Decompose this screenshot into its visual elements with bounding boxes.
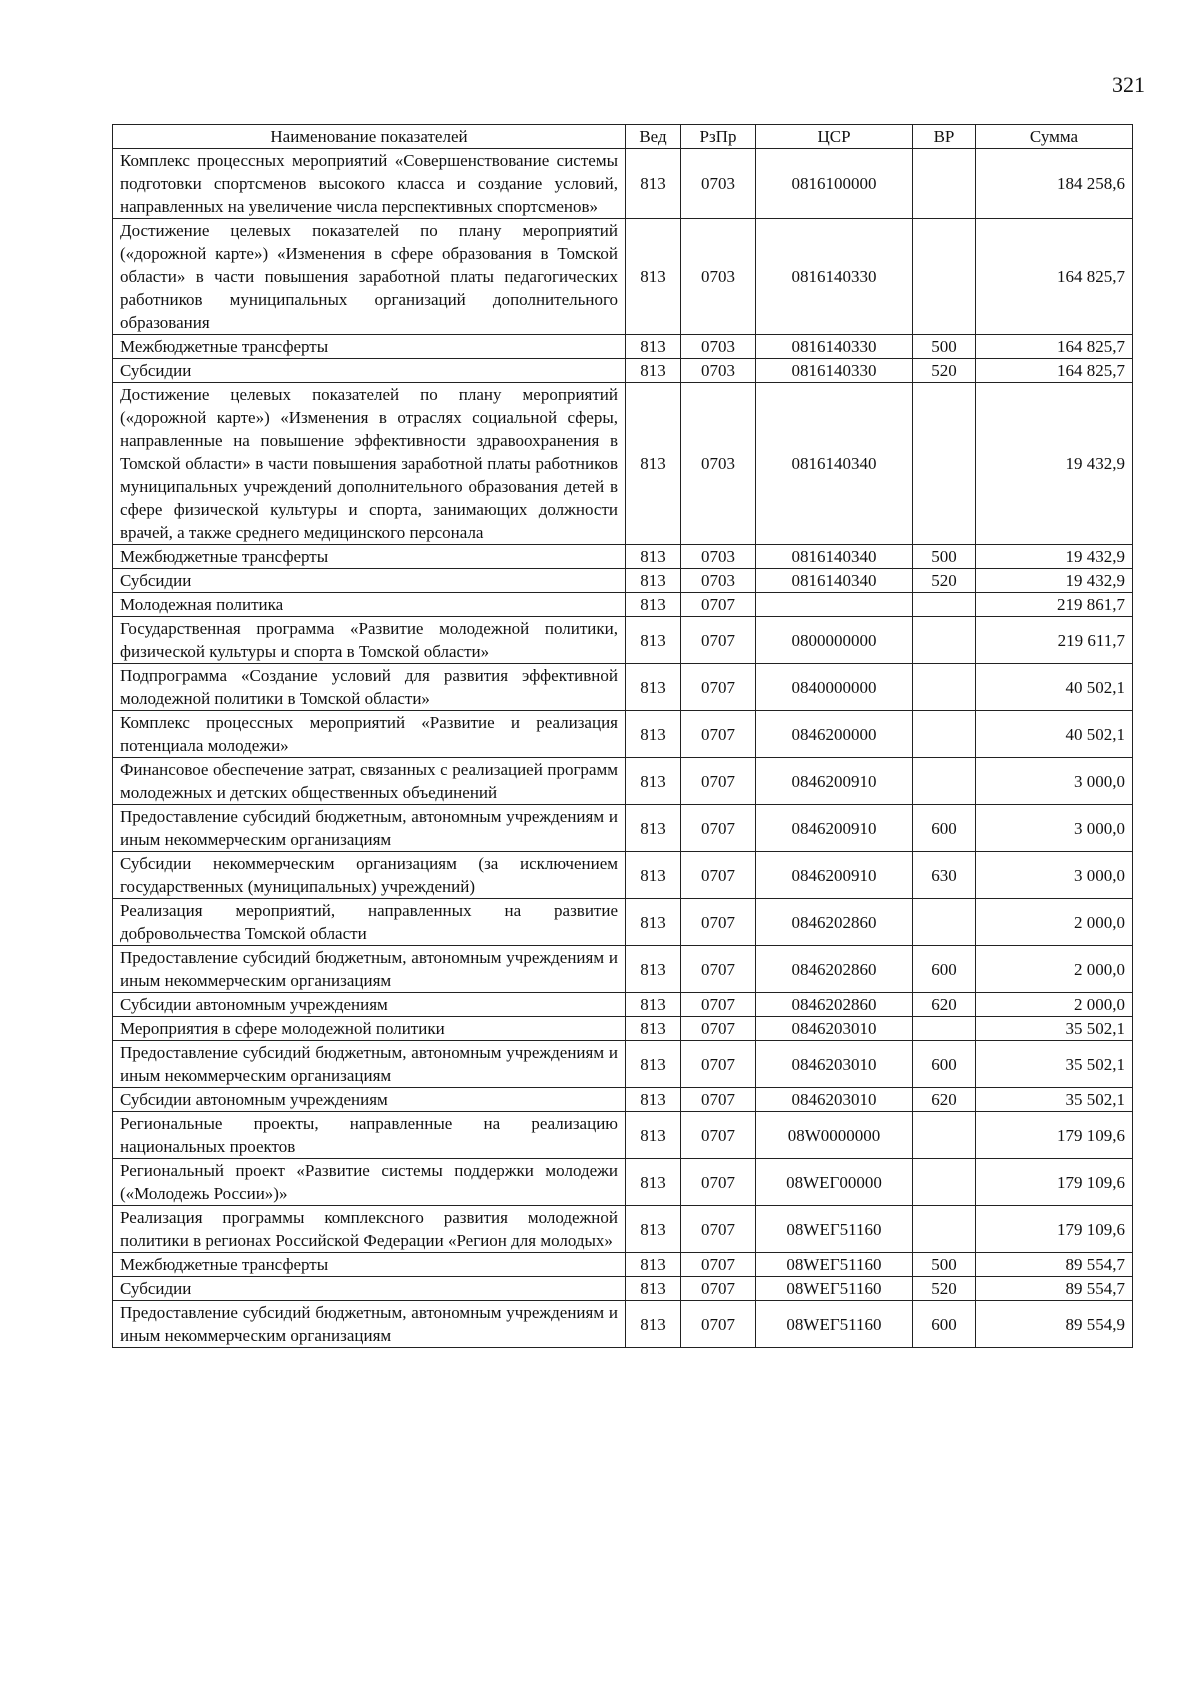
cell-csr: 08WЕГ51160 [756,1206,913,1253]
cell-sum: 179 109,6 [976,1206,1133,1253]
cell-rzpr: 0707 [681,1277,756,1301]
table-row [113,1159,1133,1206]
cell-csr: 08WЕГ51160 [756,1301,913,1348]
table-row [113,805,1133,852]
cell-csr: 0816140330 [756,219,913,335]
cell-rzpr: 0703 [681,545,756,569]
cell-ved: 813 [626,1041,681,1088]
cell-vr [913,617,976,664]
cell-name: Молодежная политика [113,593,626,617]
cell-vr: 600 [913,1041,976,1088]
table-row [113,1041,1133,1088]
cell-rzpr: 0707 [681,617,756,664]
cell-name: Комплекс процессных мероприятий «Совершенствование системы подготовки спортсменов высокого класса и создание условий, направленных на увеличение числа перспективных спортсменов» [113,149,626,219]
cell-sum: 3 000,0 [976,758,1133,805]
cell-sum: 19 432,9 [976,545,1133,569]
table-row [113,383,1133,545]
header-ved: Вед [626,125,681,149]
cell-rzpr: 0703 [681,569,756,593]
header-name: Наименование показателей [113,125,626,149]
cell-rzpr: 0707 [681,993,756,1017]
cell-sum: 89 554,7 [976,1253,1133,1277]
cell-ved: 813 [626,1253,681,1277]
cell-sum: 219 611,7 [976,617,1133,664]
cell-ved: 813 [626,593,681,617]
cell-csr: 0816140340 [756,383,913,545]
cell-ved: 813 [626,852,681,899]
cell-csr: 0816100000 [756,149,913,219]
cell-vr [913,758,976,805]
table-row [113,758,1133,805]
cell-ved: 813 [626,383,681,545]
cell-sum: 35 502,1 [976,1041,1133,1088]
cell-name: Предоставление субсидий бюджетным, автономным учреждениям и иным некоммерческим организациям [113,805,626,852]
cell-sum: 19 432,9 [976,383,1133,545]
cell-ved: 813 [626,993,681,1017]
cell-csr: 0846202860 [756,899,913,946]
cell-vr [913,711,976,758]
cell-csr: 08W0000000 [756,1112,913,1159]
table-row [113,1206,1133,1253]
cell-sum: 40 502,1 [976,711,1133,758]
cell-ved: 813 [626,219,681,335]
cell-csr: 0840000000 [756,664,913,711]
cell-ved: 813 [626,1159,681,1206]
cell-vr: 600 [913,805,976,852]
cell-name: Мероприятия в сфере молодежной политики [113,1017,626,1041]
table-row [113,993,1133,1017]
cell-ved: 813 [626,1112,681,1159]
cell-rzpr: 0707 [681,805,756,852]
cell-ved: 813 [626,1206,681,1253]
cell-name: Субсидии [113,359,626,383]
table-row [113,593,1133,617]
cell-csr: 0846200910 [756,758,913,805]
cell-vr: 500 [913,1253,976,1277]
cell-ved: 813 [626,335,681,359]
cell-vr: 620 [913,1088,976,1112]
cell-sum: 2 000,0 [976,946,1133,993]
cell-ved: 813 [626,711,681,758]
cell-ved: 813 [626,805,681,852]
cell-name: Межбюджетные трансферты [113,1253,626,1277]
cell-rzpr: 0707 [681,1253,756,1277]
cell-vr [913,219,976,335]
cell-vr: 630 [913,852,976,899]
cell-name: Субсидии автономным учреждениям [113,1088,626,1112]
header-rzpr: РзПр [681,125,756,149]
cell-rzpr: 0707 [681,1159,756,1206]
cell-rzpr: 0707 [681,1206,756,1253]
cell-rzpr: 0703 [681,335,756,359]
cell-rzpr: 0707 [681,1041,756,1088]
cell-name: Достижение целевых показателей по плану мероприятий («дорожной карте») «Изменения в отраслях социальной сферы, направленные на повышение эффективности здравоохранения в Томской области» в части повышения заработной платы работников муниципальных учреждений дополнительного образования детей в сфере физической культуры и спорта, занимающих должности врачей, а также среднего медицинского персонала [113,383,626,545]
cell-rzpr: 0707 [681,899,756,946]
cell-csr: 08WЕГ51160 [756,1253,913,1277]
cell-rzpr: 0703 [681,149,756,219]
cell-sum: 3 000,0 [976,852,1133,899]
cell-ved: 813 [626,758,681,805]
cell-name: Финансовое обеспечение затрат, связанных с реализацией программ молодежных и детских общественных объединений [113,758,626,805]
header-sum: Сумма [976,125,1133,149]
table-row [113,1088,1133,1112]
cell-sum: 35 502,1 [976,1088,1133,1112]
cell-ved: 813 [626,545,681,569]
cell-sum: 19 432,9 [976,569,1133,593]
cell-sum: 164 825,7 [976,335,1133,359]
cell-csr: 0816140330 [756,335,913,359]
table-row [113,1112,1133,1159]
cell-csr: 0846202860 [756,993,913,1017]
cell-sum: 2 000,0 [976,993,1133,1017]
cell-sum: 2 000,0 [976,899,1133,946]
cell-rzpr: 0707 [681,711,756,758]
cell-name: Реализация программы комплексного развития молодежной политики в регионах Российской Федерации «Регион для молодых» [113,1206,626,1253]
cell-name: Предоставление субсидий бюджетным, автономным учреждениям и иным некоммерческим организациям [113,1041,626,1088]
cell-rzpr: 0703 [681,359,756,383]
cell-sum: 179 109,6 [976,1159,1133,1206]
cell-rzpr: 0703 [681,219,756,335]
cell-sum: 184 258,6 [976,149,1133,219]
cell-name: Региональные проекты, направленные на реализацию национальных проектов [113,1112,626,1159]
cell-sum: 3 000,0 [976,805,1133,852]
cell-sum: 89 554,7 [976,1277,1133,1301]
cell-csr: 0816140340 [756,545,913,569]
table-row [113,617,1133,664]
cell-vr [913,1017,976,1041]
cell-vr [913,664,976,711]
table-row [113,664,1133,711]
page-number: 321 [1112,72,1145,97]
table-row [113,149,1133,219]
cell-ved: 813 [626,664,681,711]
cell-csr: 0846203010 [756,1017,913,1041]
cell-vr: 500 [913,545,976,569]
cell-vr [913,899,976,946]
cell-name: Субсидии [113,569,626,593]
cell-sum: 35 502,1 [976,1017,1133,1041]
cell-ved: 813 [626,946,681,993]
table-row [113,1253,1133,1277]
table-row [113,335,1133,359]
cell-rzpr: 0707 [681,593,756,617]
cell-name: Подпрограмма «Создание условий для развития эффективной молодежной политики в Томской области» [113,664,626,711]
table-row [113,359,1133,383]
cell-ved: 813 [626,1088,681,1112]
header-csr: ЦСР [756,125,913,149]
cell-rzpr: 0707 [681,664,756,711]
cell-ved: 813 [626,359,681,383]
cell-rzpr: 0707 [681,758,756,805]
cell-ved: 813 [626,149,681,219]
cell-csr: 0846202860 [756,946,913,993]
cell-name: Региональный проект «Развитие системы поддержки молодежи («Молодежь России»)» [113,1159,626,1206]
cell-sum: 179 109,6 [976,1112,1133,1159]
cell-vr: 520 [913,359,976,383]
cell-rzpr: 0703 [681,383,756,545]
cell-vr: 520 [913,1277,976,1301]
cell-vr [913,1159,976,1206]
table-header-row [113,125,1133,149]
cell-rzpr: 0707 [681,852,756,899]
table-row [113,219,1133,335]
cell-ved: 813 [626,569,681,593]
header-vr: ВР [913,125,976,149]
cell-csr: 0846200000 [756,711,913,758]
cell-vr [913,1112,976,1159]
cell-csr: 0816140330 [756,359,913,383]
cell-ved: 813 [626,617,681,664]
table-row [113,569,1133,593]
cell-sum: 40 502,1 [976,664,1133,711]
cell-sum: 89 554,9 [976,1301,1133,1348]
cell-name: Предоставление субсидий бюджетным, автономным учреждениям и иным некоммерческим организациям [113,946,626,993]
cell-csr: 0816140340 [756,569,913,593]
cell-csr [756,593,913,617]
cell-name: Достижение целевых показателей по плану мероприятий («дорожной карте») «Изменения в сфере образования в Томской области» в части повышения заработной платы педагогических работников муниципальных организаций дополнительного образования [113,219,626,335]
cell-ved: 813 [626,1017,681,1041]
cell-csr: 08WЕГ51160 [756,1277,913,1301]
budget-table [112,124,1133,1348]
cell-csr: 0846203010 [756,1088,913,1112]
table-body [113,149,1133,1348]
cell-rzpr: 0707 [681,1112,756,1159]
cell-name: Предоставление субсидий бюджетным, автономным учреждениям и иным некоммерческим организациям [113,1301,626,1348]
cell-ved: 813 [626,1301,681,1348]
cell-sum: 164 825,7 [976,359,1133,383]
cell-ved: 813 [626,899,681,946]
cell-rzpr: 0707 [681,1088,756,1112]
cell-name: Комплекс процессных мероприятий «Развитие и реализация потенциала молодежи» [113,711,626,758]
table-row [113,1017,1133,1041]
cell-csr: 0846200910 [756,805,913,852]
cell-vr: 520 [913,569,976,593]
cell-name: Государственная программа «Развитие молодежной политики, физической культуры и спорта в Томской области» [113,617,626,664]
cell-vr: 600 [913,946,976,993]
cell-rzpr: 0707 [681,1301,756,1348]
cell-name: Субсидии некоммерческим организациям (за исключением государственных (муниципальных) учреждений) [113,852,626,899]
cell-vr [913,149,976,219]
cell-name: Межбюджетные трансферты [113,335,626,359]
table-row [113,545,1133,569]
cell-vr [913,1206,976,1253]
cell-name: Реализация мероприятий, направленных на развитие добровольчества Томской области [113,899,626,946]
cell-sum: 164 825,7 [976,219,1133,335]
cell-csr: 08WЕГ00000 [756,1159,913,1206]
cell-vr [913,593,976,617]
table-row [113,852,1133,899]
cell-rzpr: 0707 [681,1017,756,1041]
table-row [113,899,1133,946]
cell-csr: 0800000000 [756,617,913,664]
cell-vr: 600 [913,1301,976,1348]
cell-vr: 620 [913,993,976,1017]
cell-vr: 500 [913,335,976,359]
cell-vr [913,383,976,545]
table-row [113,711,1133,758]
cell-csr: 0846203010 [756,1041,913,1088]
cell-csr: 0846200910 [756,852,913,899]
cell-name: Субсидии [113,1277,626,1301]
cell-name: Субсидии автономным учреждениям [113,993,626,1017]
table-row [113,1301,1133,1348]
table-row [113,1277,1133,1301]
cell-ved: 813 [626,1277,681,1301]
cell-rzpr: 0707 [681,946,756,993]
table-row [113,946,1133,993]
cell-sum: 219 861,7 [976,593,1133,617]
cell-name: Межбюджетные трансферты [113,545,626,569]
